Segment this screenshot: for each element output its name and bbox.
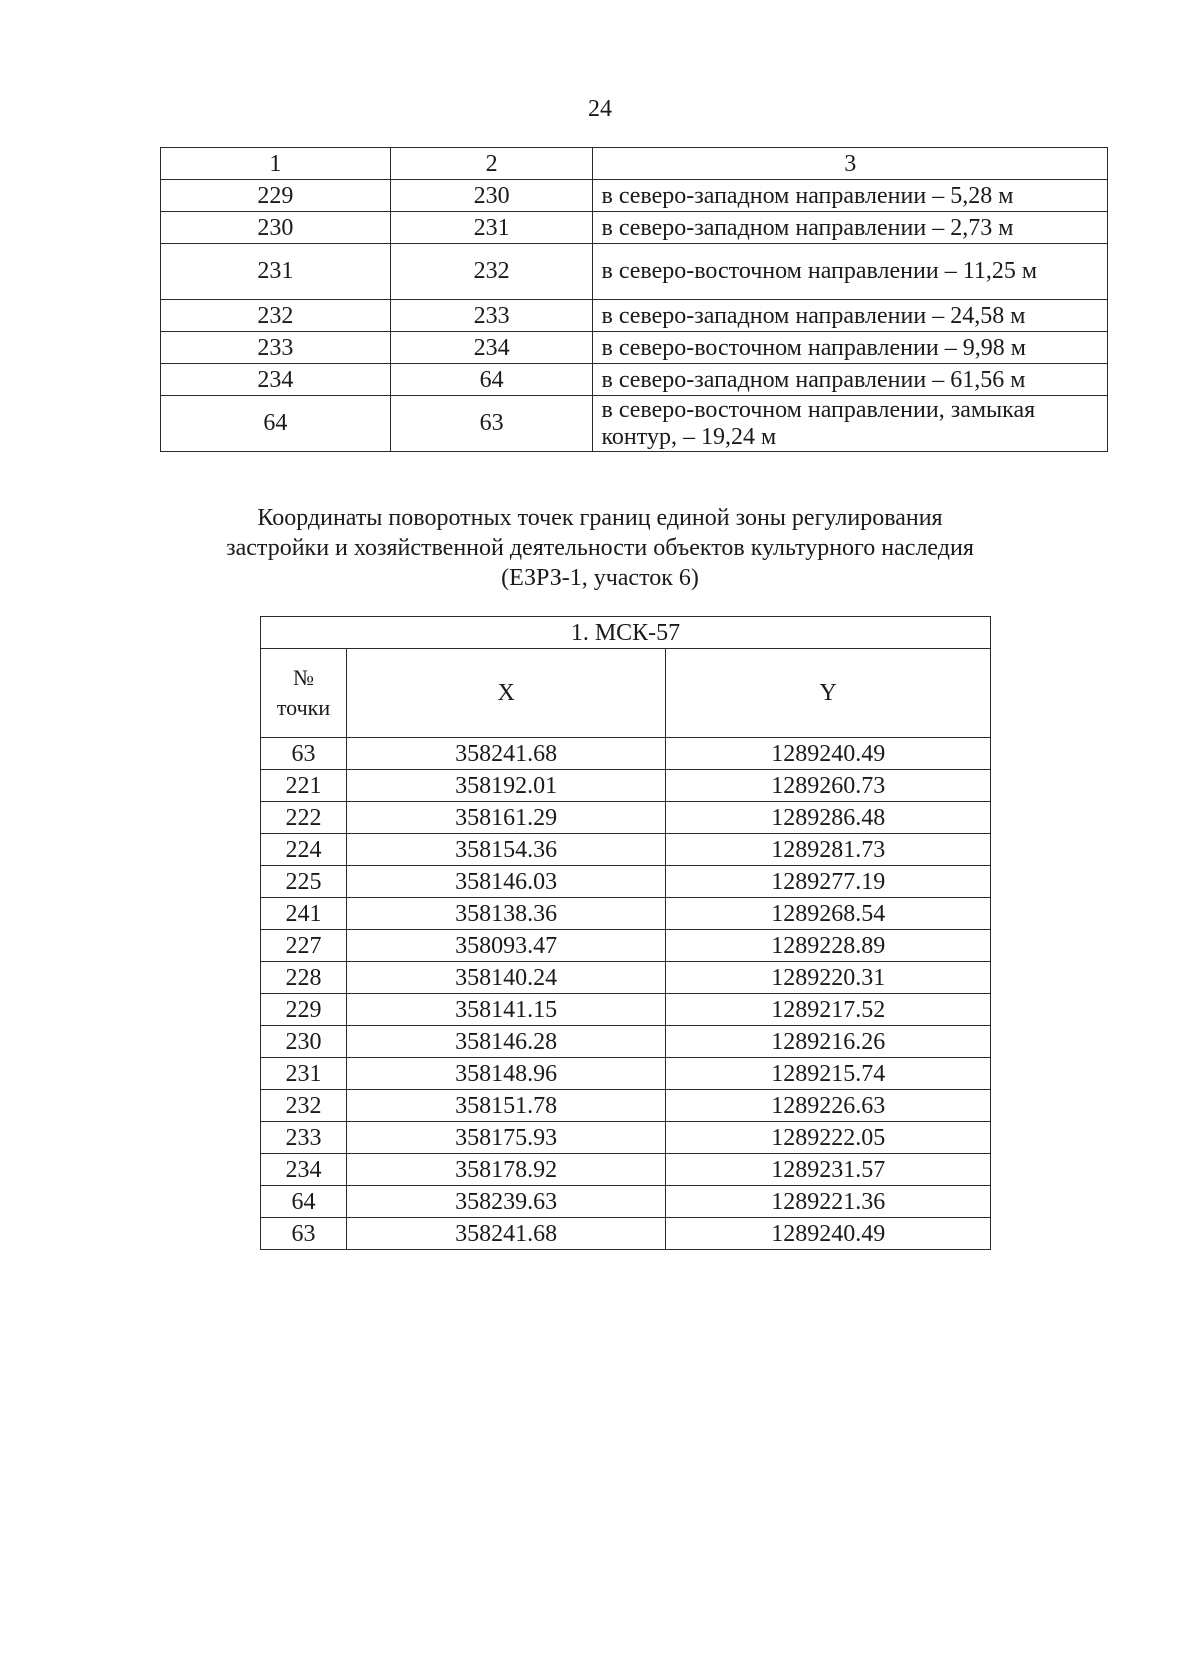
- coordinate-y: 1289220.31: [666, 962, 991, 994]
- segments-header-to: 2: [390, 148, 593, 180]
- segment-to-point: 234: [390, 332, 593, 364]
- header-point-number-word: точки: [276, 695, 331, 720]
- point-number: 227: [261, 930, 347, 962]
- point-number: 232: [261, 1090, 347, 1122]
- coordinate-x: 358154.36: [346, 834, 666, 866]
- coordinate-y: 1289231.57: [666, 1154, 991, 1186]
- coordinate-row: [261, 898, 991, 930]
- coordinate-x: 358239.63: [346, 1186, 666, 1218]
- segment-direction: в северо-западном направлении – 5,28 м: [593, 180, 1108, 212]
- coordinate-y: 1289215.74: [666, 1058, 991, 1090]
- coordinate-x: 358178.92: [346, 1154, 666, 1186]
- coordinate-y: 1289240.49: [666, 738, 991, 770]
- segment-direction: в северо-восточном направлении – 9,98 м: [593, 332, 1108, 364]
- coordinate-y: 1289216.26: [666, 1026, 991, 1058]
- coordinate-y: 1289226.63: [666, 1090, 991, 1122]
- segment-row: [161, 212, 1108, 244]
- coordinate-y: 1289277.19: [666, 866, 991, 898]
- coordinate-y: 1289281.73: [666, 834, 991, 866]
- point-number: 230: [261, 1026, 347, 1058]
- segment-row: [161, 300, 1108, 332]
- segments-header-description: 3: [593, 148, 1108, 180]
- point-number: 229: [261, 994, 347, 1026]
- segment-to-point: 63: [390, 396, 593, 452]
- coordinate-row: [261, 1122, 991, 1154]
- point-number: 234: [261, 1154, 347, 1186]
- coordinate-x: 358093.47: [346, 930, 666, 962]
- segment-direction: в северо-западном направлении – 61,56 м: [593, 364, 1108, 396]
- point-number: 241: [261, 898, 347, 930]
- segment-direction: в северо-западном направлении – 2,73 м: [593, 212, 1108, 244]
- caption-line-1: Координаты поворотных точек границ единой зоны регулирования: [257, 505, 943, 531]
- point-number: 63: [261, 1218, 347, 1250]
- coordinate-y: 1289217.52: [666, 994, 991, 1026]
- segment-from-point: 64: [161, 396, 391, 452]
- coordinate-row: [261, 1154, 991, 1186]
- segment-row: [161, 396, 1108, 452]
- coordinates-table-body: [261, 617, 991, 1250]
- coordinate-y: 1289222.05: [666, 1122, 991, 1154]
- coordinate-y: 1289260.73: [666, 770, 991, 802]
- segment-from-point: 232: [161, 300, 391, 332]
- coordinate-row: [261, 834, 991, 866]
- coordinate-y: 1289240.49: [666, 1218, 991, 1250]
- segment-from-point: 233: [161, 332, 391, 364]
- segments-header-row: [161, 148, 1108, 180]
- coordinate-x: 358146.28: [346, 1026, 666, 1058]
- coordinate-row: [261, 738, 991, 770]
- page-number: 24: [588, 96, 612, 122]
- segment-to-point: 64: [390, 364, 593, 396]
- coordinate-row: [261, 866, 991, 898]
- segment-row: [161, 180, 1108, 212]
- coordinate-y: 1289228.89: [666, 930, 991, 962]
- coordinates-header-row: [261, 649, 991, 738]
- header-point-number-sign: №: [292, 665, 314, 690]
- segment-row: [161, 332, 1108, 364]
- header-x: X: [346, 649, 666, 738]
- segment-direction: в северо-восточном направлении – 11,25 м: [593, 244, 1108, 300]
- coordinate-x: 358241.68: [346, 1218, 666, 1250]
- header-point-number: [261, 649, 347, 738]
- segment-to-point: 233: [390, 300, 593, 332]
- segment-to-point: 230: [390, 180, 593, 212]
- segments-table: [160, 147, 1108, 452]
- coordinate-x: 358140.24: [346, 962, 666, 994]
- coordinate-row: [261, 994, 991, 1026]
- coordinate-row: [261, 930, 991, 962]
- point-number: 221: [261, 770, 347, 802]
- coordinate-x: 358175.93: [346, 1122, 666, 1154]
- segment-from-point: 234: [161, 364, 391, 396]
- coordinate-row: [261, 1218, 991, 1250]
- segment-from-point: 231: [161, 244, 391, 300]
- segment-to-point: 232: [390, 244, 593, 300]
- coordinate-y: 1289268.54: [666, 898, 991, 930]
- coordinate-row: [261, 962, 991, 994]
- segment-row: [161, 364, 1108, 396]
- coordinate-row: [261, 1090, 991, 1122]
- coordinate-x: 358241.68: [346, 738, 666, 770]
- point-number: 222: [261, 802, 347, 834]
- point-number: 63: [261, 738, 347, 770]
- caption-line-3: (ЕЗРЗ-1, участок 6): [501, 565, 699, 591]
- coordinates-table: [260, 616, 991, 1250]
- caption-line-2: застройки и хозяйственной деятельности объектов культурного наследия: [226, 535, 974, 561]
- coordinate-x: 358151.78: [346, 1090, 666, 1122]
- coordinate-row: [261, 802, 991, 834]
- point-number: 233: [261, 1122, 347, 1154]
- segments-table-body: [161, 148, 1108, 452]
- segment-to-point: 231: [390, 212, 593, 244]
- segment-row: [161, 244, 1108, 300]
- segment-from-point: 229: [161, 180, 391, 212]
- coordinate-y: 1289286.48: [666, 802, 991, 834]
- coordinate-x: 358192.01: [346, 770, 666, 802]
- segment-direction: в северо-восточном направлении, замыкая контур, – 19,24 м: [593, 396, 1108, 452]
- point-number: 224: [261, 834, 347, 866]
- coordinates-caption: [0, 503, 1200, 593]
- coordinate-system-label: 1. МСК-57: [261, 617, 991, 649]
- point-number: 231: [261, 1058, 347, 1090]
- coordinate-x: 358146.03: [346, 866, 666, 898]
- coordinate-row: [261, 1058, 991, 1090]
- point-number: 225: [261, 866, 347, 898]
- coordinate-row: [261, 770, 991, 802]
- coordinate-row: [261, 1026, 991, 1058]
- coordinate-x: 358148.96: [346, 1058, 666, 1090]
- segments-header-from: 1: [161, 148, 391, 180]
- segment-direction: в северо-западном направлении – 24,58 м: [593, 300, 1108, 332]
- coordinate-row: [261, 1186, 991, 1218]
- coordinate-x: 358161.29: [346, 802, 666, 834]
- coordinate-y: 1289221.36: [666, 1186, 991, 1218]
- coordinate-x: 358138.36: [346, 898, 666, 930]
- coordinate-x: 358141.15: [346, 994, 666, 1026]
- coordinate-system-row: [261, 617, 991, 649]
- point-number: 64: [261, 1186, 347, 1218]
- segment-from-point: 230: [161, 212, 391, 244]
- header-y: Y: [666, 649, 991, 738]
- point-number: 228: [261, 962, 347, 994]
